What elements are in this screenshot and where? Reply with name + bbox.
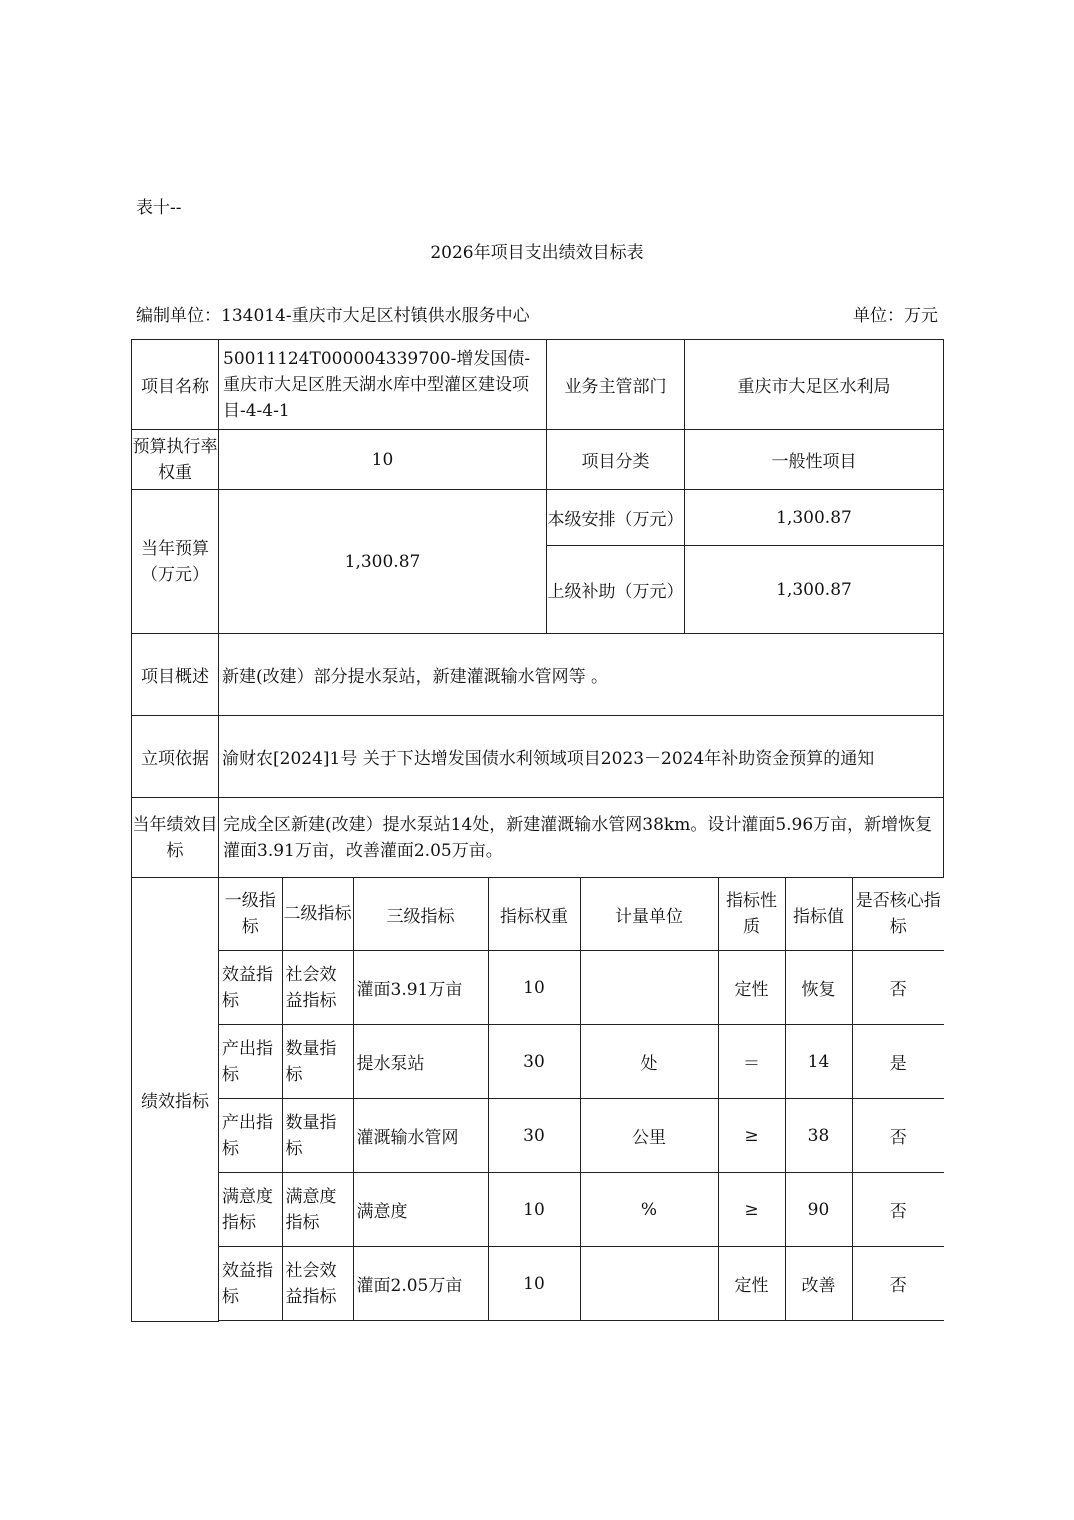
kpi-value: 14 — [785, 1025, 852, 1099]
kpi-unit: 处 — [580, 1025, 718, 1099]
kpi-header-core: 是否核心指标 — [852, 878, 944, 951]
local-funding-value: 1,300.87 — [685, 490, 944, 546]
kpi-unit — [580, 951, 718, 1025]
kpi-level2: 数量指标 — [282, 1025, 353, 1099]
kpi-core: 否 — [852, 1247, 944, 1321]
dept-value: 重庆市大足区水利局 — [685, 340, 944, 430]
budget-weight-value: 10 — [219, 430, 547, 490]
kpi-weight: 10 — [488, 951, 580, 1025]
kpi-header-level1: 一级指标 — [219, 878, 282, 951]
kpi-nature: ≥ — [718, 1099, 785, 1173]
category-label: 项目分类 — [547, 430, 685, 490]
kpi-level2: 数量指标 — [282, 1099, 353, 1173]
kpi-weight: 30 — [488, 1025, 580, 1099]
kpi-table — [219, 878, 944, 1321]
annual-goal-label: 当年绩效目标 — [132, 798, 219, 878]
project-name-label: 项目名称 — [132, 340, 219, 430]
kpi-level1: 效益指标 — [219, 951, 282, 1025]
kpi-level3: 灌面2.05万亩 — [353, 1247, 488, 1321]
kpi-level3: 灌面3.91万亩 — [353, 951, 488, 1025]
kpi-level1: 满意度指标 — [219, 1173, 282, 1247]
document-label: 表十-- — [136, 198, 182, 218]
kpi-core: 否 — [852, 1099, 944, 1173]
kpi-level3: 满意度 — [353, 1173, 488, 1247]
prepared-by: 编制单位：134014-重庆市大足区村镇供水服务中心 — [136, 306, 530, 326]
currency-unit: 单位：万元 — [853, 306, 938, 326]
kpi-value: 改善 — [785, 1247, 852, 1321]
budget-label: 当年预算（万元） — [132, 490, 219, 634]
kpi-level1: 产出指标 — [219, 1025, 282, 1099]
subsidy-label: 上级补助（万元） — [547, 546, 685, 634]
basis-label: 立项依据 — [132, 716, 219, 798]
kpi-unit — [580, 1247, 718, 1321]
document-title: 2026年项目支出绩效目标表 — [430, 243, 644, 263]
kpi-nature: ≥ — [718, 1173, 785, 1247]
budget-weight-label: 预算执行率权重 — [132, 430, 219, 490]
kpi-header-weight: 指标权重 — [488, 878, 580, 951]
subsidy-value: 1,300.87 — [685, 546, 944, 634]
kpi-unit: % — [580, 1173, 718, 1247]
kpi-row — [219, 951, 944, 1025]
kpi-level2: 社会效益指标 — [282, 951, 353, 1025]
kpi-level1: 产出指标 — [219, 1099, 282, 1173]
local-funding-label: 本级安排（万元） — [547, 490, 685, 546]
kpi-header-level3: 三级指标 — [353, 878, 488, 951]
kpi-header-nature: 指标性质 — [718, 878, 785, 951]
kpi-row — [219, 1173, 944, 1247]
kpi-container — [219, 878, 944, 1322]
kpi-header-row — [219, 878, 944, 951]
kpi-level2: 社会效益指标 — [282, 1247, 353, 1321]
kpi-row — [219, 1247, 944, 1321]
kpi-nature: 定性 — [718, 951, 785, 1025]
kpi-value: 38 — [785, 1099, 852, 1173]
kpi-weight: 10 — [488, 1247, 580, 1321]
kpi-nature: ＝ — [718, 1025, 785, 1099]
kpi-unit: 公里 — [580, 1099, 718, 1173]
kpi-weight: 10 — [488, 1173, 580, 1247]
basis-value: 渝财农[2024]1号 关于下达增发国债水利领域项目2023－2024年补助资金预算的通知 — [219, 716, 944, 798]
kpi-header-unit: 计量单位 — [580, 878, 718, 951]
performance-target-table — [131, 339, 944, 1322]
kpi-header-value: 指标值 — [785, 878, 852, 951]
dept-label: 业务主管部门 — [547, 340, 685, 430]
kpi-weight: 30 — [488, 1099, 580, 1173]
kpi-nature: 定性 — [718, 1247, 785, 1321]
overview-label: 项目概述 — [132, 634, 219, 716]
kpi-value: 90 — [785, 1173, 852, 1247]
budget-value: 1,300.87 — [219, 490, 547, 634]
kpi-level3: 灌溉输水管网 — [353, 1099, 488, 1173]
kpi-value: 恢复 — [785, 951, 852, 1025]
kpi-core: 否 — [852, 1173, 944, 1247]
annual-goal-value: 完成全区新建(改建）提水泵站14处，新建灌溉输水管网38km。设计灌面5.96万亩，新增恢复灌面3.91万亩，改善灌面2.05万亩。 — [219, 798, 944, 878]
kpi-core: 是 — [852, 1025, 944, 1099]
category-value: 一般性项目 — [685, 430, 944, 490]
project-name-value: 50011124T000004339700-增发国债-重庆市大足区胜天湖水库中型灌区建设项目-4-4-1 — [219, 340, 547, 430]
kpi-row — [219, 1099, 944, 1173]
overview-value: 新建(改建）部分提水泵站，新建灌溉输水管网等 。 — [219, 634, 944, 716]
kpi-level3: 提水泵站 — [353, 1025, 488, 1099]
kpi-label: 绩效指标 — [132, 878, 219, 1322]
kpi-header-level2: 二级指标 — [282, 878, 353, 951]
kpi-row — [219, 1025, 944, 1099]
kpi-level1: 效益指标 — [219, 1247, 282, 1321]
kpi-core: 否 — [852, 951, 944, 1025]
kpi-level2: 满意度指标 — [282, 1173, 353, 1247]
